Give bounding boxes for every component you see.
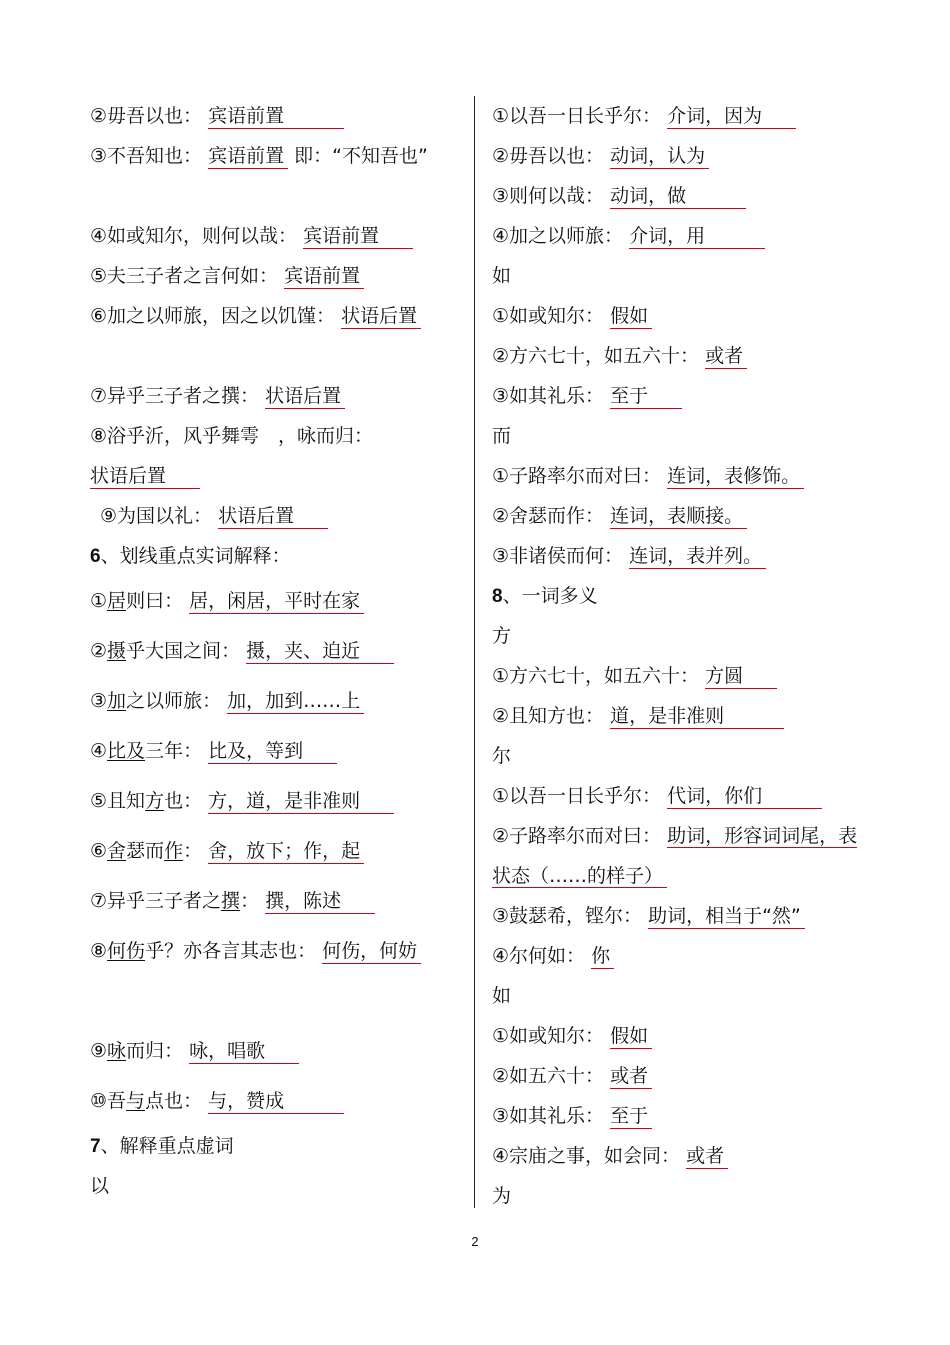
answer: 或者: [686, 1144, 728, 1169]
list-item: ⑧何伤乎？亦各言其志也： 何伤，何妨: [90, 926, 460, 1026]
answer: 居，闲居，平时在家: [189, 589, 364, 614]
answer: 何伤，何妨: [322, 939, 421, 964]
list-item: ④尔何如： 你: [492, 936, 862, 976]
list-item: ④如或知尔，则何以哉： 宾语前置: [90, 216, 460, 256]
answer: 你: [591, 944, 614, 969]
answer: 方，道，是非准则: [208, 789, 394, 814]
answer: 状语后置: [90, 464, 200, 489]
subheading-er: 而: [492, 425, 512, 447]
answer: 假如: [610, 1024, 652, 1049]
list-item: ④比及三年： 比及，等到: [90, 726, 460, 776]
subheading-wei: 为: [492, 1185, 512, 1207]
answer: 或者: [705, 344, 747, 369]
subheading-yi: 以: [90, 1175, 110, 1197]
answer: 假如: [610, 304, 652, 329]
answer: 摄，夹、迫近: [246, 639, 394, 664]
answer: 动词，做: [610, 184, 746, 209]
answer: 撰，陈述: [265, 889, 375, 914]
list-item: ①以吾一日长乎尔： 介词，因为: [492, 96, 862, 136]
column-divider: [474, 96, 475, 1208]
answer: 状语后置: [341, 304, 421, 329]
list-item: ⑥舍瑟而作： 舍，放下；作，起: [90, 826, 460, 876]
answer: 与，赞成: [208, 1089, 344, 1114]
list-item: ④宗庙之事，如会同： 或者: [492, 1136, 862, 1176]
list-item: ⑨为国以礼： 状语后置: [90, 496, 460, 536]
answer: 舍，放下；作，起: [208, 839, 364, 864]
answer: 代词，你们: [667, 784, 822, 809]
list-item: ①如或知尔： 假如: [492, 1016, 862, 1056]
answer: 至于: [610, 1104, 652, 1129]
answer: 连词，表修饰。: [667, 464, 804, 489]
answer: 至于: [610, 384, 682, 409]
list-item: ②摄乎大国之间： 摄，夹、迫近: [90, 626, 460, 676]
list-item: ③非诸侯而何： 连词，表并列。: [492, 536, 862, 576]
list-item: ⑦异乎三子者之撰： 状语后置: [90, 376, 460, 416]
list-item: ①以吾一日长乎尔： 代词，你们: [492, 776, 862, 816]
answer: 宾语前置: [284, 264, 364, 289]
list-item: ②且知方也： 道，是非准则: [492, 696, 862, 736]
list-item: ⑦异乎三子者之撰： 撰，陈述: [90, 876, 460, 926]
list-item: ②毋吾以也： 动词，认为: [492, 136, 862, 176]
list-item: ⑩吾与点也： 与，赞成: [90, 1076, 460, 1126]
answer: 状语后置: [265, 384, 345, 409]
page-number: 2: [471, 1234, 479, 1249]
subheading-fang: 方: [492, 625, 512, 647]
list-item: ②方六七十，如五六十： 或者: [492, 336, 862, 376]
list-item: ①方六七十，如五六十： 方圆: [492, 656, 862, 696]
list-item: ②子路率尔而对曰： 助词，形容词词尾，表状态（……的样子）: [492, 825, 858, 887]
answer: 加，加到……上: [227, 689, 364, 714]
answer: 道，是非准则: [610, 704, 784, 729]
list-item: ①居则曰： 居，闲居，平时在家: [90, 576, 460, 626]
answer: 方圆: [705, 664, 777, 689]
answer: 宾语前置: [208, 144, 288, 169]
list-item: ①如或知尔： 假如: [492, 296, 862, 336]
list-item: ⑤且知方也： 方，道，是非准则: [90, 776, 460, 826]
subheading-ru: 如: [492, 265, 512, 287]
list-item: ⑨咏而归： 咏，唱歌: [90, 1026, 460, 1076]
section-heading-8: 8、一词多义: [492, 585, 598, 607]
list-item: ③如其礼乐： 至于: [492, 1096, 862, 1136]
section-heading-7: 7、解释重点虚词: [90, 1135, 234, 1157]
list-item: ③如其礼乐： 至于: [492, 376, 862, 416]
list-item: ③鼓瑟希，铿尔： 助词，相当于“然”: [492, 896, 862, 936]
section-heading-6: 6、划线重点实词解释：: [90, 545, 291, 567]
answer: 状语后置: [218, 504, 328, 529]
list-item: ①子路率尔而对曰： 连词，表修饰。: [492, 456, 862, 496]
list-item: ⑤夫三子者之言何如： 宾语前置: [90, 256, 460, 296]
answer: 宾语前置: [303, 224, 413, 249]
list-item: ②舍瑟而作： 连词，表顺接。: [492, 496, 862, 536]
subheading-er2: 尔: [492, 745, 512, 767]
answer: 助词，相当于“然”: [648, 904, 805, 929]
left-column: [90, 96, 460, 1206]
answer: 或者: [610, 1064, 652, 1089]
subheading-ru2: 如: [492, 985, 512, 1007]
answer: 助词，形容词词尾，表状态（……的样子）: [492, 825, 858, 887]
answer: 宾语前置: [208, 104, 344, 129]
answer: 咏，唱歌: [189, 1039, 299, 1064]
answer: 连词，表并列。: [629, 544, 766, 569]
list-item: ②如五六十： 或者: [492, 1056, 862, 1096]
list-item: ②毋吾以也： 宾语前置: [90, 96, 460, 136]
answer: 比及，等到: [208, 739, 337, 764]
list-item: ③则何以哉： 动词，做: [492, 176, 862, 216]
list-item: ③加之以师旅： 加，加到……上: [90, 676, 460, 726]
list-item: ⑧浴乎沂，风乎舞雩 ，咏而归： 状语后置: [90, 425, 374, 487]
answer: 连词，表顺接。: [610, 504, 747, 529]
answer: 动词，认为: [610, 144, 709, 169]
list-item: ③不吾知也： 宾语前置 即：“不知吾也”: [90, 145, 428, 167]
answer: 介词，用: [629, 224, 765, 249]
answer: 介词，因为: [667, 104, 796, 129]
right-column: [492, 96, 862, 1216]
list-item: ④加之以师旅： 介词，用: [492, 216, 862, 256]
list-item: ⑥加之以师旅，因之以饥馑： 状语后置: [90, 296, 460, 376]
